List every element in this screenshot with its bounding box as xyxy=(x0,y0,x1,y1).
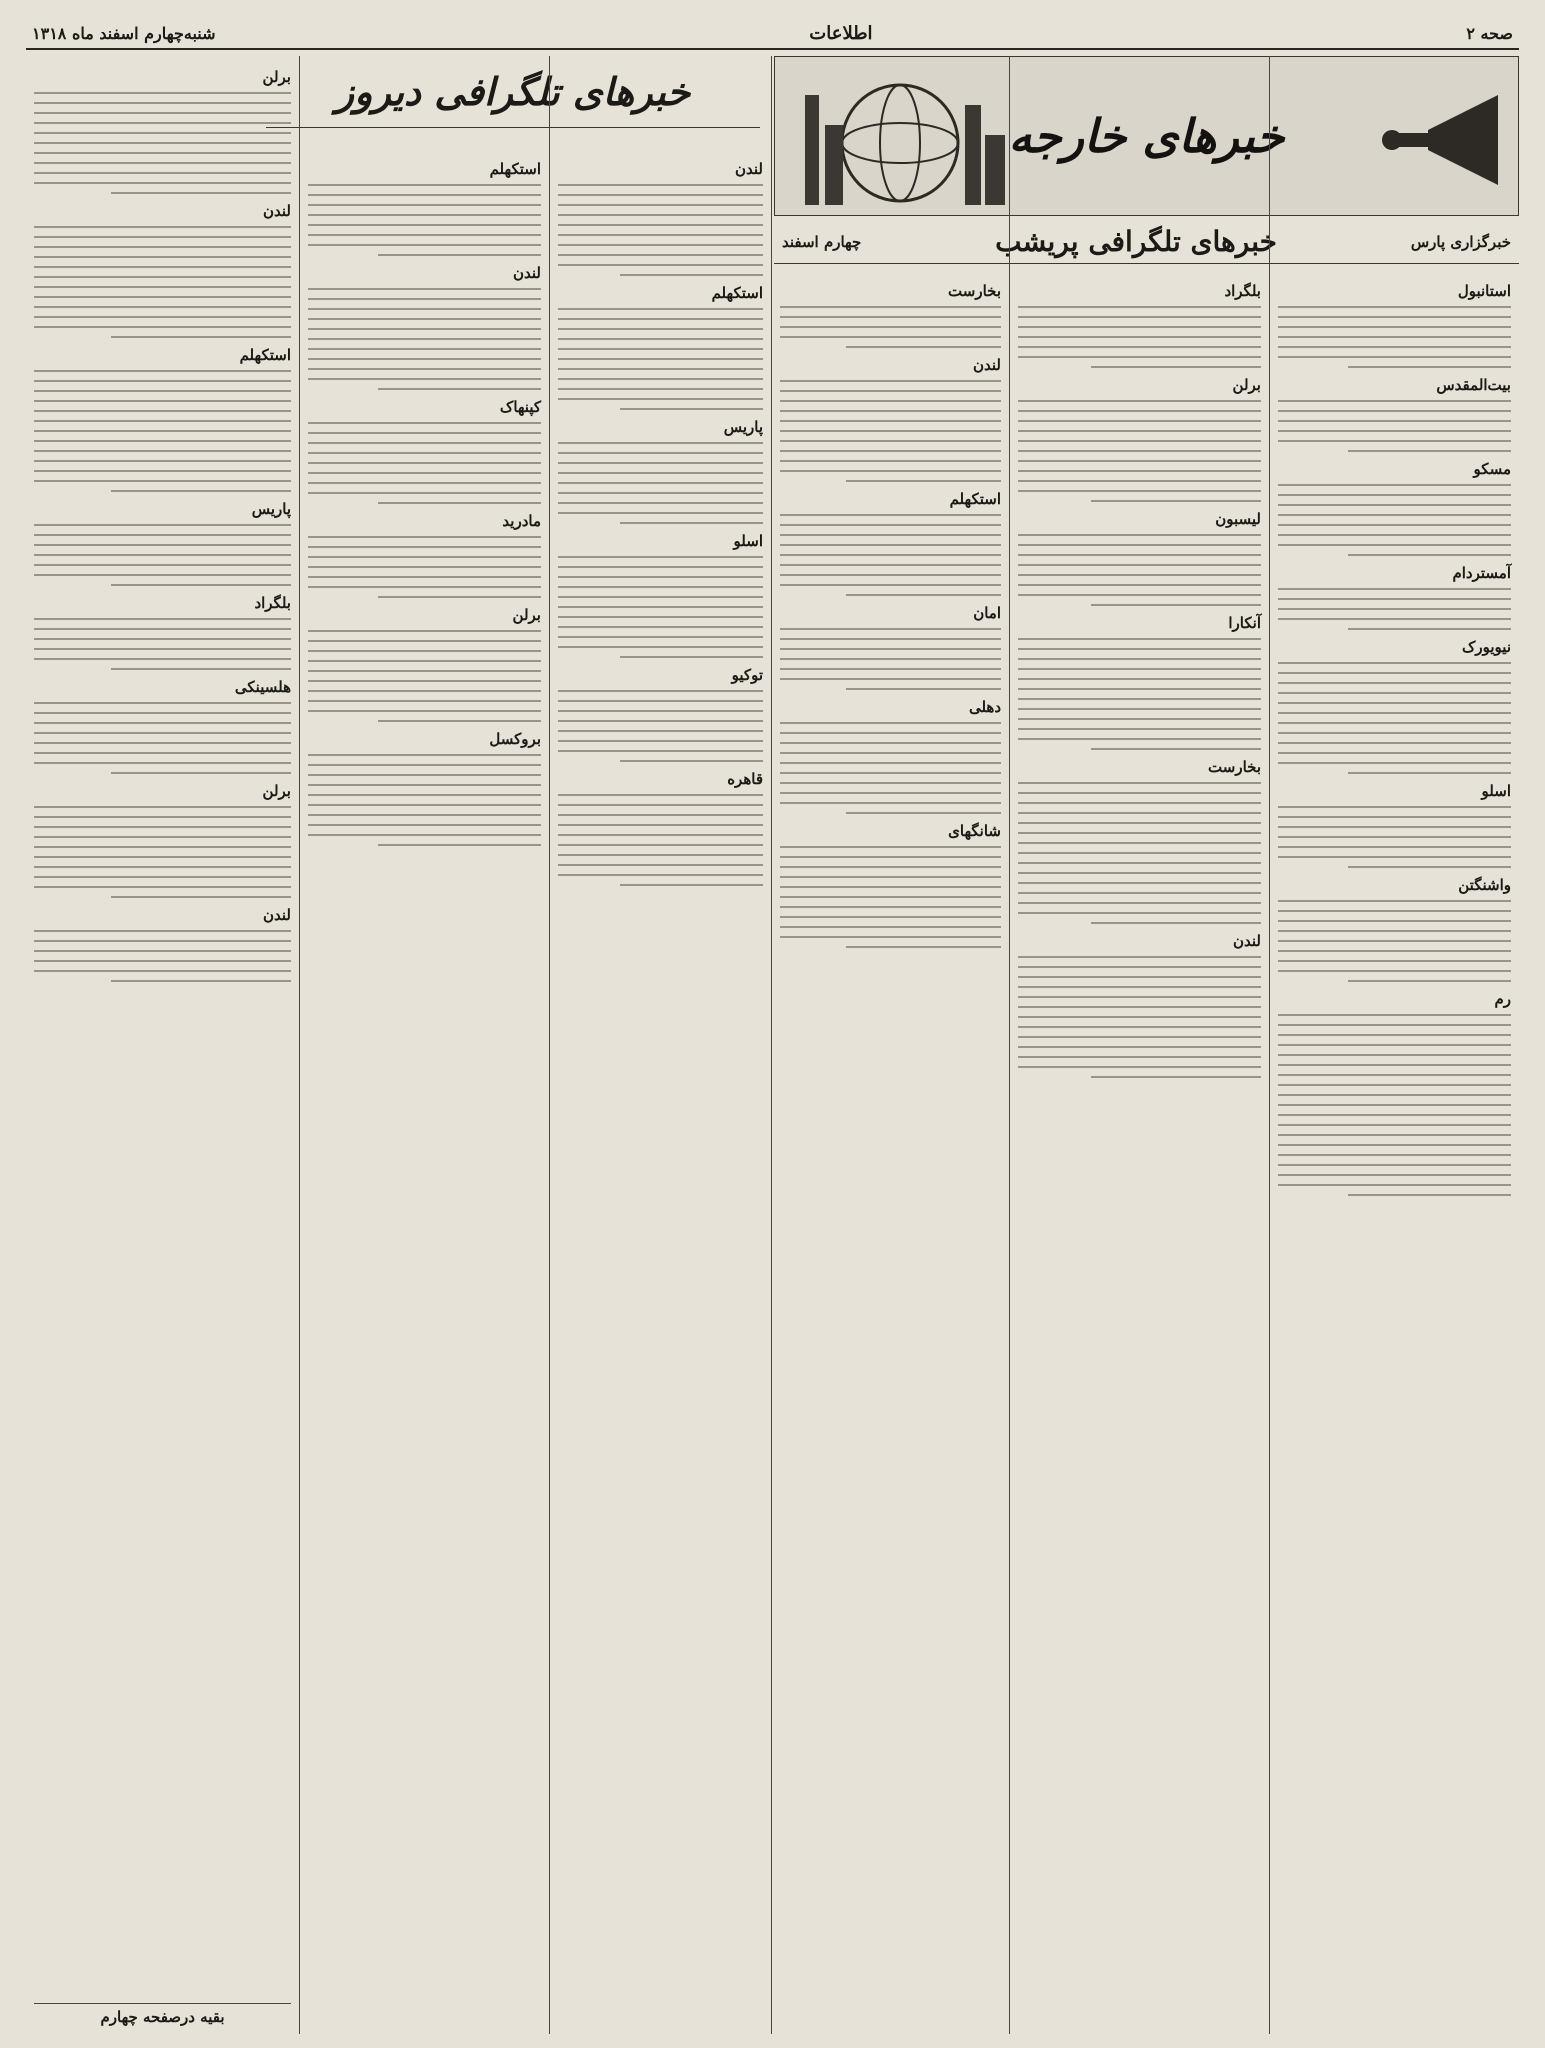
column-6 xyxy=(26,56,299,2034)
issue-date: شنبه‌چهارم اسفند ماه ۱۳۱۸ xyxy=(32,23,216,43)
dateline-london-3: لندن xyxy=(973,356,1001,374)
dateline-oslo-4: اسلو xyxy=(733,532,763,550)
dateline-washington: واشنگتن xyxy=(1458,876,1511,894)
dateline-jerusalem: بیت‌المقدس xyxy=(1436,376,1511,394)
dateline-oslo: اسلو xyxy=(1481,782,1511,800)
dateline-rome: رم xyxy=(1494,990,1511,1008)
dateline-belgrade: بلگراد xyxy=(1224,282,1261,300)
dateline-cairo: قاهره xyxy=(727,770,763,788)
dateline-amman: امان xyxy=(973,604,1001,622)
dateline-berlin-5: برلن xyxy=(512,606,541,624)
dateline-london-6b: لندن xyxy=(263,906,291,924)
masthead xyxy=(26,18,1519,50)
dateline-madrid: مادرید xyxy=(502,512,541,530)
dateline-bucharest: بخارست xyxy=(1208,758,1261,776)
dateline-stockholm-4: استکهلم xyxy=(711,284,763,302)
dateline-london-4: لندن xyxy=(735,160,763,178)
dateline-paris-6: پاریس xyxy=(251,500,291,518)
dateline-shanghai: شانگهای xyxy=(948,822,1001,840)
dateline-moscow: مسکو xyxy=(1473,460,1511,478)
dateline-amsterdam: آمستردام xyxy=(1452,564,1511,582)
dateline-ankara: آنکارا xyxy=(1228,614,1261,632)
paper-name: اطلاعات xyxy=(809,22,873,44)
dateline-bucharest-3: بخارست xyxy=(948,282,1001,300)
page-number: صحه ۲ xyxy=(1466,23,1513,43)
dateline-tokyo: توکیو xyxy=(731,666,763,684)
column-5 xyxy=(299,56,549,2034)
column-4 xyxy=(549,56,771,2034)
dateline-stockholm-3: استکهلم xyxy=(949,490,1001,508)
dateline-newyork: نیویورک xyxy=(1461,638,1511,656)
telegraph-yesterday-title: خبرهای تلگرافی دیروز xyxy=(335,69,691,114)
dateline-berlin: برلن xyxy=(1232,376,1261,394)
continued-note: بقیه درصفحه چهارم xyxy=(34,2003,291,2026)
foreign-news-banner-title: خبرهای خارجه xyxy=(1008,109,1285,163)
dateline-copenhagen: کپنهاک xyxy=(499,398,541,416)
dateline-lisbon: لیسبون xyxy=(1215,510,1261,528)
column-1 xyxy=(1269,56,1519,2034)
foreign-subhead: خبرهای تلگرافی پریشب xyxy=(995,225,1277,258)
dateline-london-5: لندن xyxy=(513,264,541,282)
dateline-delhi: دهلی xyxy=(968,698,1001,716)
dateline-belgrade-6: بلگراد xyxy=(254,594,291,612)
columns xyxy=(26,56,1519,2034)
dateline-london-2: لندن xyxy=(1233,932,1261,950)
dateline-istanbul: استانبول xyxy=(1457,282,1511,300)
dateline-helsinki: هلسینکی xyxy=(234,678,291,696)
column-3 xyxy=(771,56,1009,2034)
dateline-stockholm-6: استکهلم xyxy=(239,346,291,364)
dateline-stockholm-5: استکهلم xyxy=(489,160,541,178)
dateline-london-6: لندن xyxy=(263,202,291,220)
column-2 xyxy=(1009,56,1269,2034)
dateline-berlin-6: برلن xyxy=(262,68,291,86)
dateline-paris-4: پاریس xyxy=(723,418,763,436)
date-label: چهارم اسفند xyxy=(782,232,862,251)
agency-pars: خبرگزاری پارس xyxy=(1410,232,1511,251)
dateline-brussels: بروکسل xyxy=(489,730,541,748)
dateline-berlin-6b: برلن xyxy=(262,782,291,800)
